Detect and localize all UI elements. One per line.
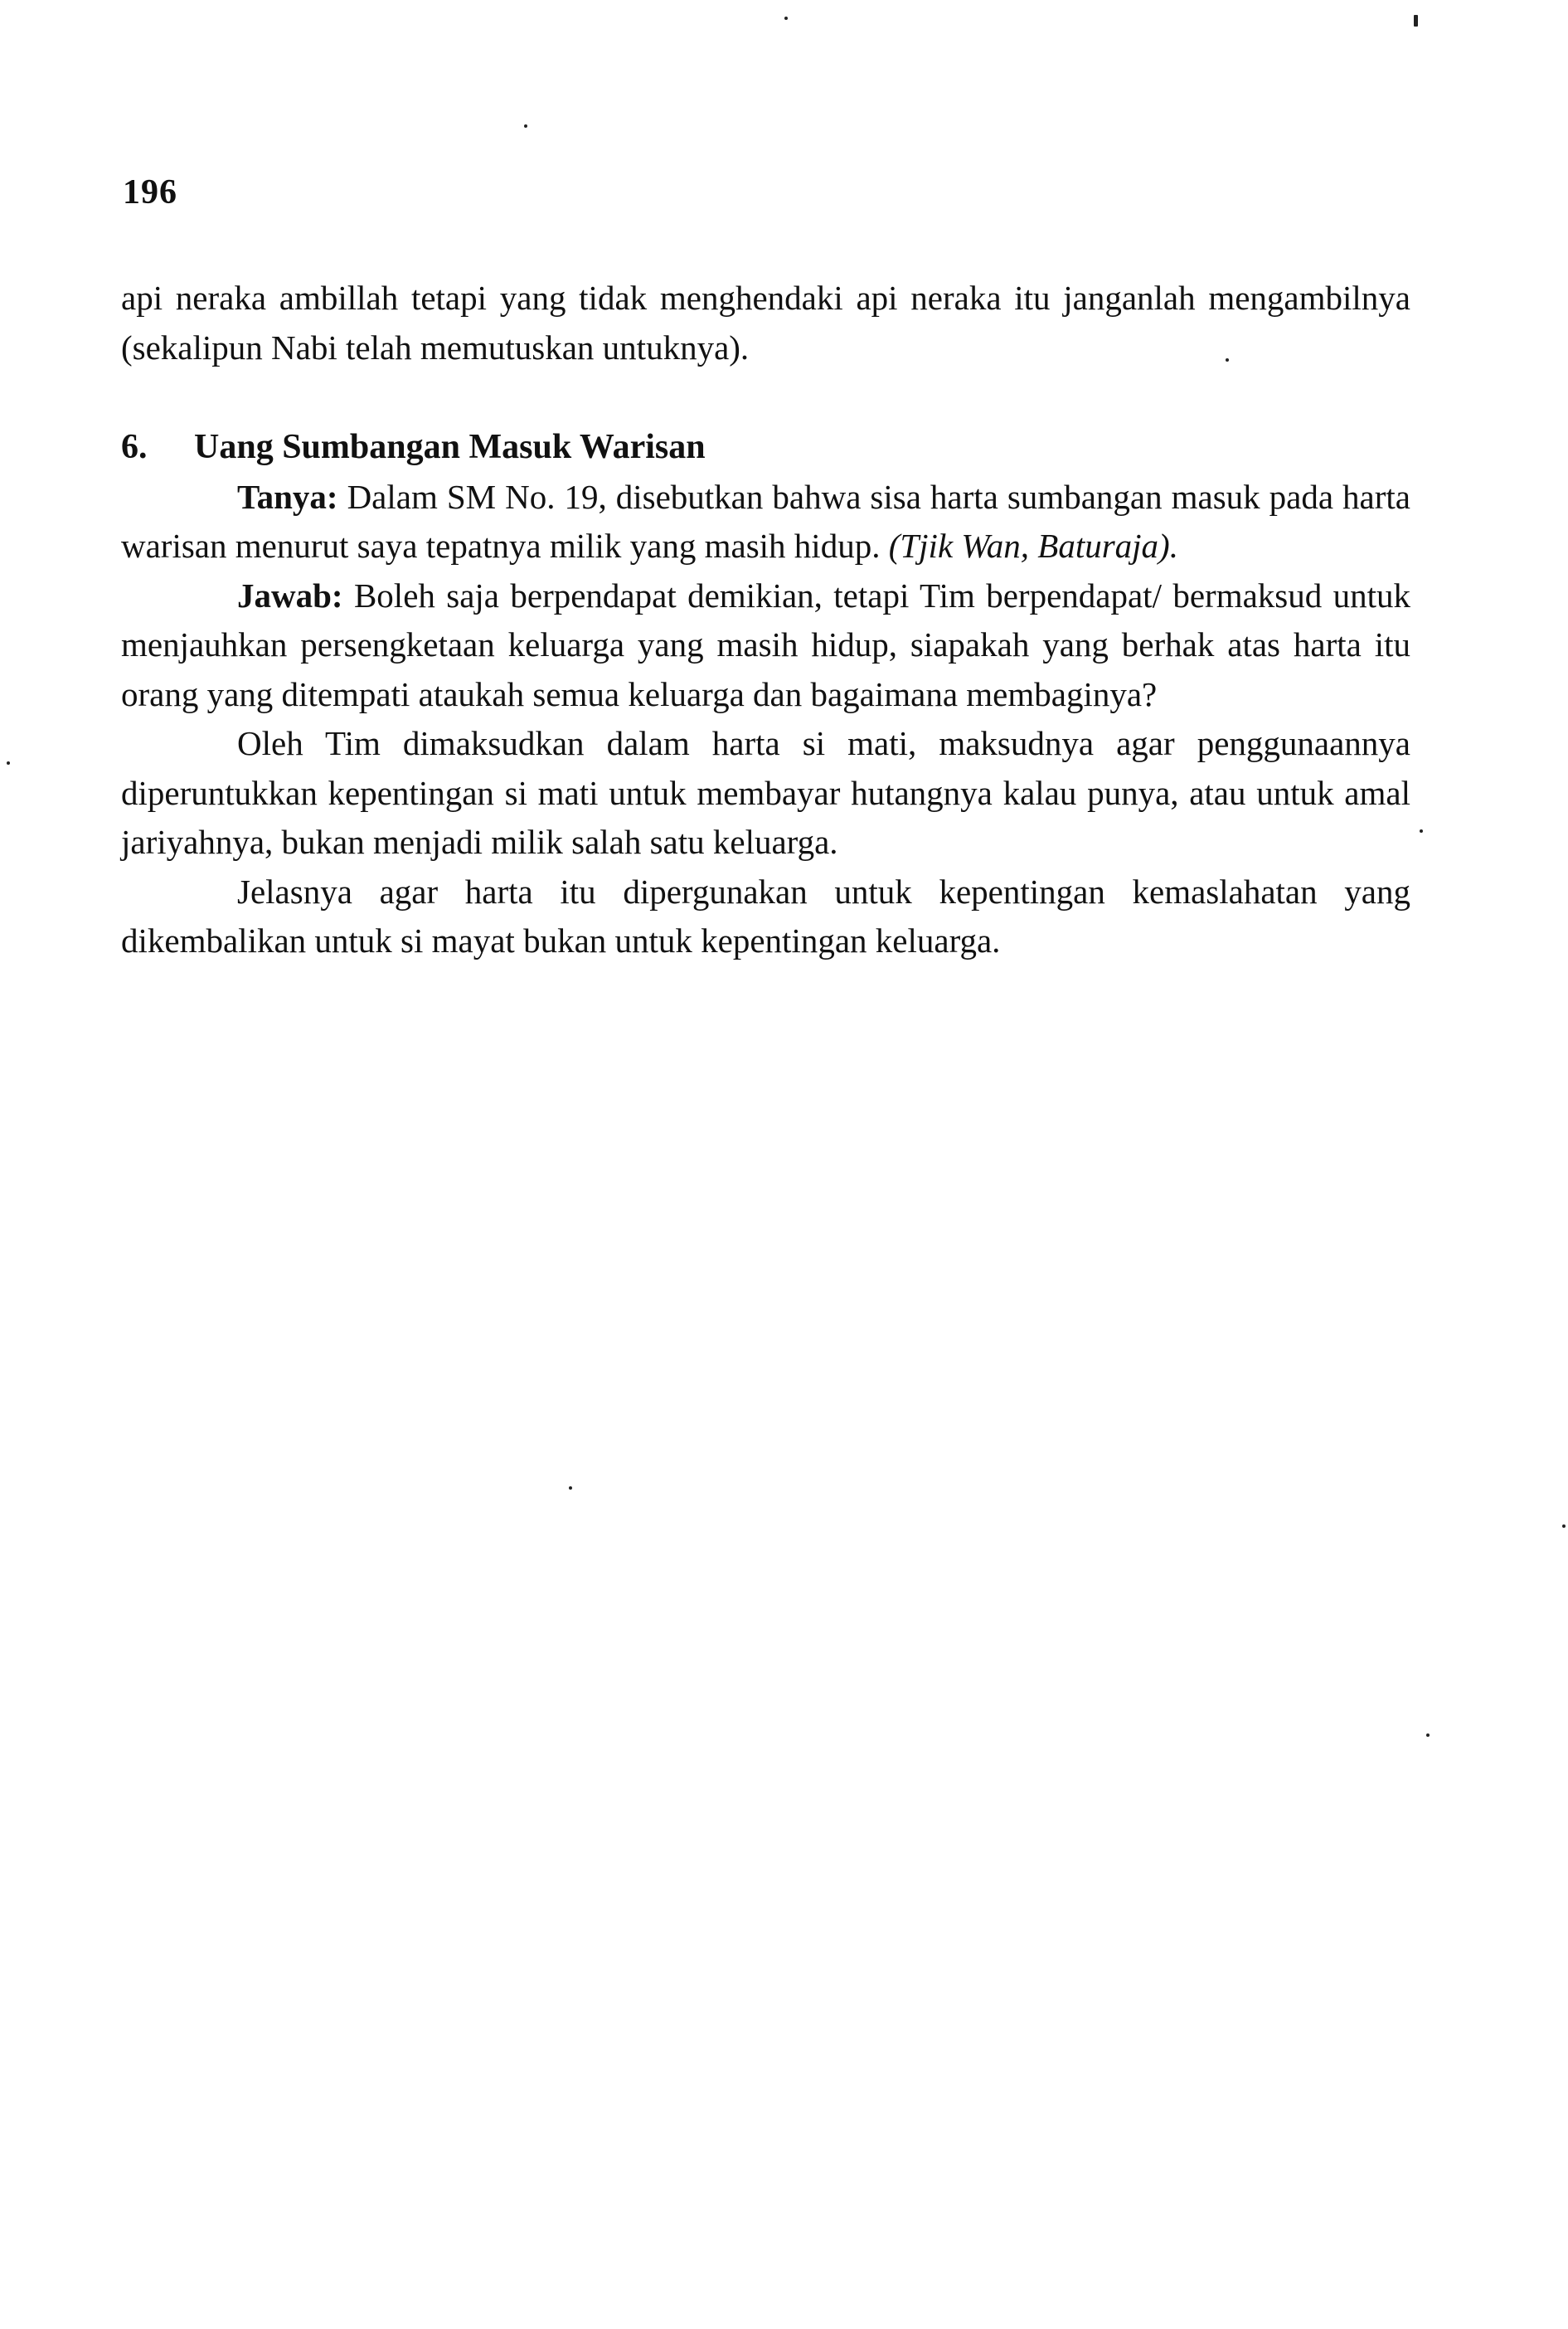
intro-paragraph: api neraka ambillah tetapi yang tidak menghendaki api neraka itu janganlah mengambilnya (sekalipun Nabi telah memutuskan untuknya). <box>121 279 1410 367</box>
answer-label: Jawab: <box>237 576 343 615</box>
answer-text: Boleh saja berpendapat demikian, tetapi Tim berpendapat/ bermaksud untuk menjauhkan persengketaan keluarga yang masih hidup, siapakah yang berhak atas harta itu orang yang ditempati ataukah semua keluarga dan bagaimana membaginya? <box>121 576 1410 713</box>
answer-paragraph <box>121 571 1410 720</box>
page-body <box>121 274 1410 966</box>
scan-speck <box>1420 829 1423 833</box>
question-text: Dalam SM No. 19, disebutkan bahwa sisa harta sumbangan masuk pada harta warisan menurut saya tepatnya milik yang masih hidup. <box>121 477 1411 565</box>
section-number: 6. <box>121 428 148 466</box>
scan-speck <box>1562 1524 1566 1528</box>
explanation-paragraph: Oleh Tim dimaksudkan dalam harta si mati, maksudnya agar penggunaannya diperuntukkan kepentingan si mati untuk membayar hutangnya kalau punya, atau untuk amal jariyahnya, bukan menjadi milik salah satu keluarga. <box>121 724 1410 861</box>
section-title: Uang Sumbangan Masuk Warisan <box>194 428 706 466</box>
scan-speck <box>1414 15 1418 27</box>
page-number: 196 <box>123 173 177 212</box>
scan-speck <box>1426 1733 1430 1737</box>
question-label: Tanya: <box>237 477 338 516</box>
section-heading <box>121 423 1410 473</box>
scan-speck <box>7 761 10 765</box>
question-source: (Tjik Wan, Baturaja). <box>888 527 1178 565</box>
scan-speck <box>1226 358 1229 362</box>
scan-speck <box>524 124 527 128</box>
scan-speck <box>569 1486 572 1490</box>
question-paragraph <box>121 473 1410 571</box>
scan-speck <box>784 17 788 20</box>
conclusion-paragraph: Jelasnya agar harta itu dipergunakan untuk kepentingan kemaslahatan yang dikembalikan untuk si mayat bukan untuk kepentingan keluarga. <box>121 872 1410 960</box>
